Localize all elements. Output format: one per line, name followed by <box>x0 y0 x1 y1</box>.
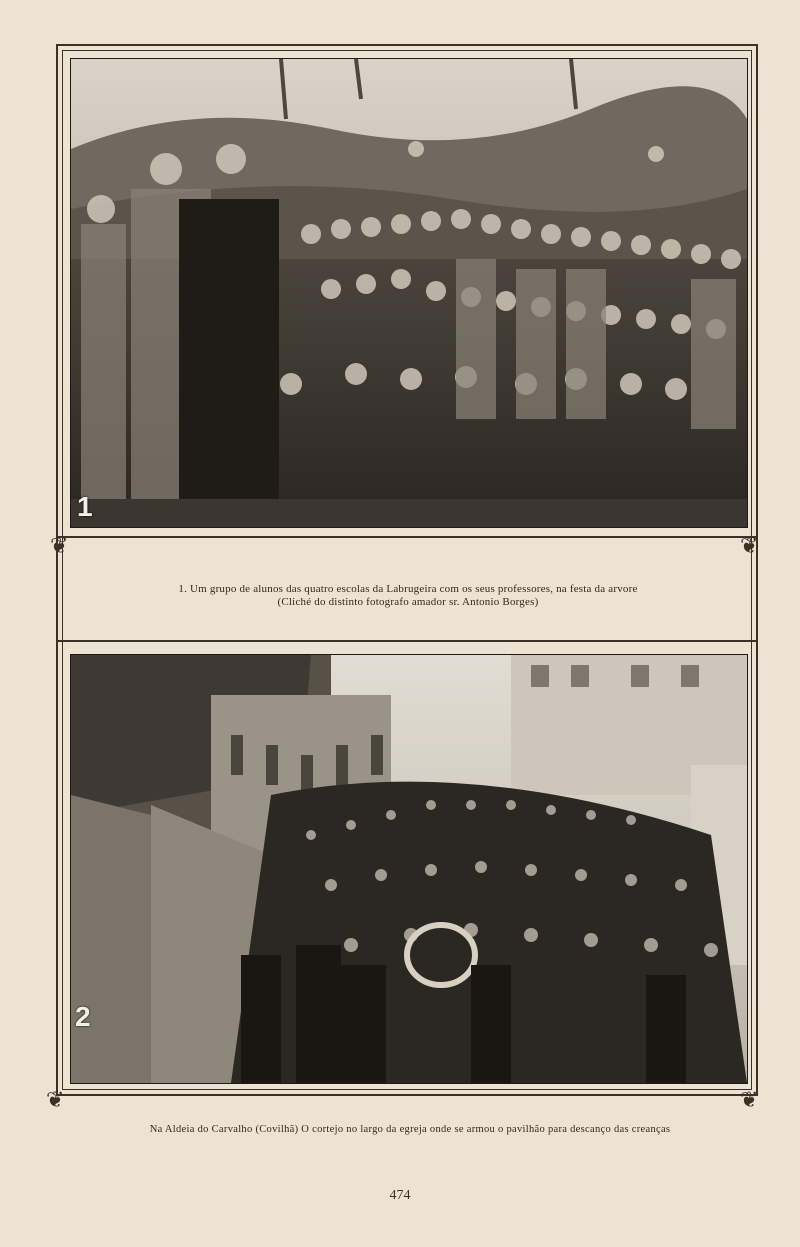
frame-divider-top <box>56 536 758 538</box>
caption-photo-1-credit: (Cliché do distinto fotografo amador sr. Antonio Borges) <box>277 596 539 608</box>
photo-procession-image <box>71 655 747 1083</box>
caption-photo-1 <box>70 583 746 609</box>
ornament-curl-icon: ❦ <box>50 534 69 559</box>
ornament-curl-icon: ❦ <box>740 1088 759 1113</box>
ornament-curl-icon: ❦ <box>46 1088 65 1113</box>
photo-procession <box>70 654 748 1084</box>
ornament-curl-icon: ❦ <box>740 534 759 559</box>
photo-school-group-image <box>71 59 747 527</box>
caption-photo-2: Na Aldeia do Carvalho (Covilhã) O cortejo no largo da egreja onde se armou o pavilhão para descanço das creanças <box>149 1124 671 1135</box>
photo-number-1: 1 <box>77 491 93 522</box>
photo-school-group <box>70 58 748 528</box>
photo-number-2: 2 <box>75 1001 91 1032</box>
page-number: 474 <box>389 1188 411 1203</box>
frame-divider-bottom <box>56 640 758 642</box>
caption-photo-1-line1: 1. Um grupo de alunos das quatro escolas da Labrugeira com os seus professores, na festa da arvore <box>178 583 638 595</box>
